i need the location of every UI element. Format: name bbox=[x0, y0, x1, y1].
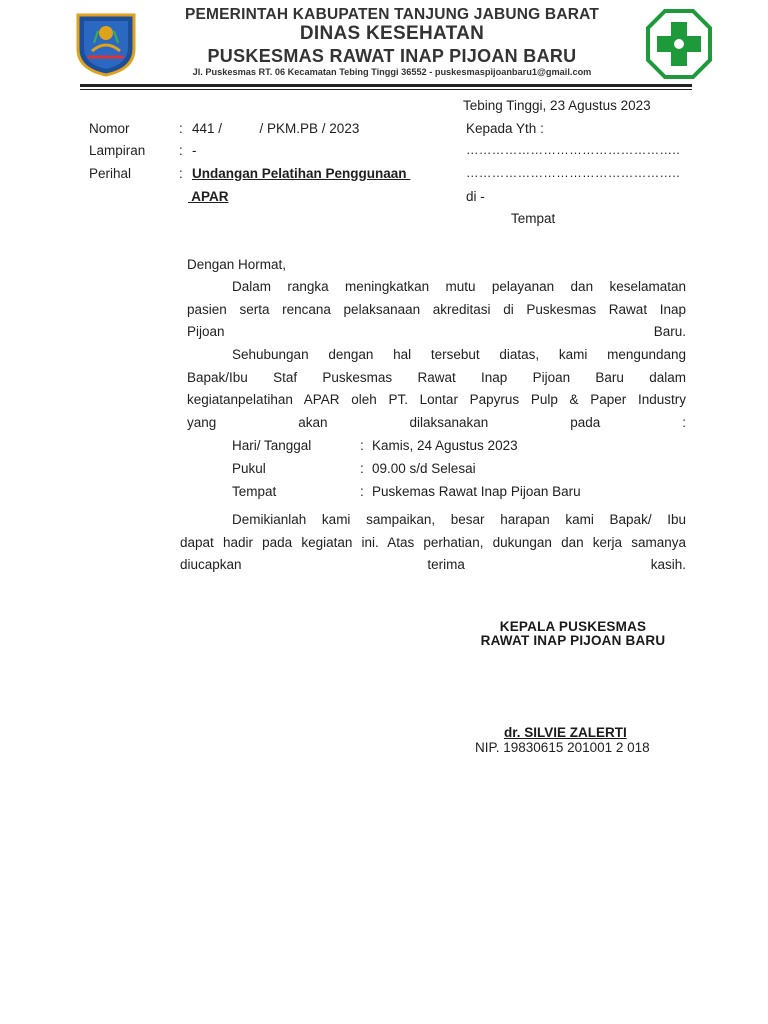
signatory-nip: NIP. 19830615 201001 2 018 bbox=[475, 740, 650, 755]
paragraph-2-line: Sehubungan dengan hal tersebut diatas, kami mengundang bbox=[232, 347, 686, 362]
paragraph-1 bbox=[187, 276, 686, 344]
paragraph-closing-line: dapat hadir pada kegiatan ini. Atas perhatian, dukungan dan kerja samanya bbox=[180, 534, 686, 550]
nomor-label: Nomor bbox=[89, 121, 130, 136]
paragraph-1-line: Dalam rangka meningkatkan mutu pelayanan dan keselamatan bbox=[232, 279, 686, 294]
perihal-value-line1: Undangan Pelatihan Penggunaan bbox=[192, 166, 411, 181]
paragraph-1-line: pasien serta rencana pelaksanaan akreditasi di Puskesmas Rawat Inap bbox=[187, 301, 686, 317]
signature-title-line1: KEPALA PUSKESMAS bbox=[499, 619, 647, 634]
nomor-separator: : bbox=[179, 121, 183, 136]
schedule-day-label: Hari/ Tanggal bbox=[232, 438, 312, 453]
paragraph-2 bbox=[187, 344, 686, 434]
salutation: Dengan Hormat, bbox=[187, 257, 287, 272]
schedule-place-label: Tempat bbox=[232, 484, 277, 499]
lampiran-value: - bbox=[192, 143, 197, 158]
paragraph-closing bbox=[180, 509, 686, 577]
schedule-time-label: Pukul bbox=[232, 461, 266, 476]
letterhead-divider-thick bbox=[80, 84, 692, 87]
paragraph-closing-line: Demikianlah kami sampaikan, besar harapan kami Bapak/ Ibu bbox=[232, 512, 686, 527]
paragraph-closing-line: diucapkan terima kasih. bbox=[180, 557, 686, 573]
letterhead-divider-thin bbox=[80, 89, 692, 90]
paragraph-2-line: yang akan dilaksanakan pada : bbox=[187, 414, 686, 430]
schedule-time-value: 09.00 s/d Selesai bbox=[372, 461, 476, 476]
recipient-greeting: Kepada Yth : bbox=[466, 121, 544, 136]
perihal-label: Perihal bbox=[89, 166, 132, 181]
schedule-time-separator: : bbox=[360, 461, 364, 476]
paragraph-1-line: Pijoan Baru. bbox=[187, 324, 686, 340]
recipient-placeholder-line1: ………………………………………….. bbox=[466, 143, 681, 157]
signature-title-line2: RAWAT INAP PIJOAN BARU bbox=[480, 633, 666, 648]
schedule-day-separator: : bbox=[360, 438, 364, 453]
kop-government-line: PEMERINTAH KABUPATEN TANJUNG JABUNG BARAT bbox=[184, 6, 600, 23]
perihal-separator: : bbox=[179, 166, 183, 181]
lampiran-label: Lampiran bbox=[89, 143, 146, 158]
recipient-tempat: Tempat bbox=[511, 211, 556, 226]
kop-institution-line: PUSKESMAS RAWAT INAP PIJOAN BARU bbox=[207, 46, 577, 66]
regency-emblem-logo bbox=[74, 11, 138, 77]
place-date: Tebing Tinggi, 23 Agustus 2023 bbox=[463, 98, 651, 113]
puskesmas-logo bbox=[645, 8, 713, 80]
nomor-value: 441 / / PKM.PB / 2023 bbox=[192, 121, 360, 136]
paragraph-2-line: kegiatanpelatihan APAR oleh PT. Lontar Papyrus Pulp & Paper Industry bbox=[187, 392, 686, 408]
signatory-name: dr. SILVIE ZALERTI bbox=[504, 725, 627, 740]
schedule-place-value: Puskemas Rawat Inap Pijoan Baru bbox=[372, 484, 581, 499]
kop-department-line: DINAS KESEHATAN bbox=[299, 23, 485, 44]
paragraph-2-line: Bapak/Ibu Staf Puskesmas Rawat Inap Pijoan Baru dalam bbox=[187, 369, 686, 385]
perihal-value-line2: APAR bbox=[188, 189, 229, 204]
recipient-placeholder-line2: ………………………………………….. bbox=[466, 166, 681, 180]
recipient-di: di - bbox=[466, 189, 485, 204]
lampiran-separator: : bbox=[179, 143, 183, 158]
kop-address-line: Jl. Puskesmas RT. 06 Kecamatan Tebing Tinggi 36552 - puskesmaspijoanbaru1@gmail.com bbox=[192, 67, 592, 77]
schedule-day-value: Kamis, 24 Agustus 2023 bbox=[372, 438, 518, 453]
schedule-place-separator: : bbox=[360, 484, 364, 499]
